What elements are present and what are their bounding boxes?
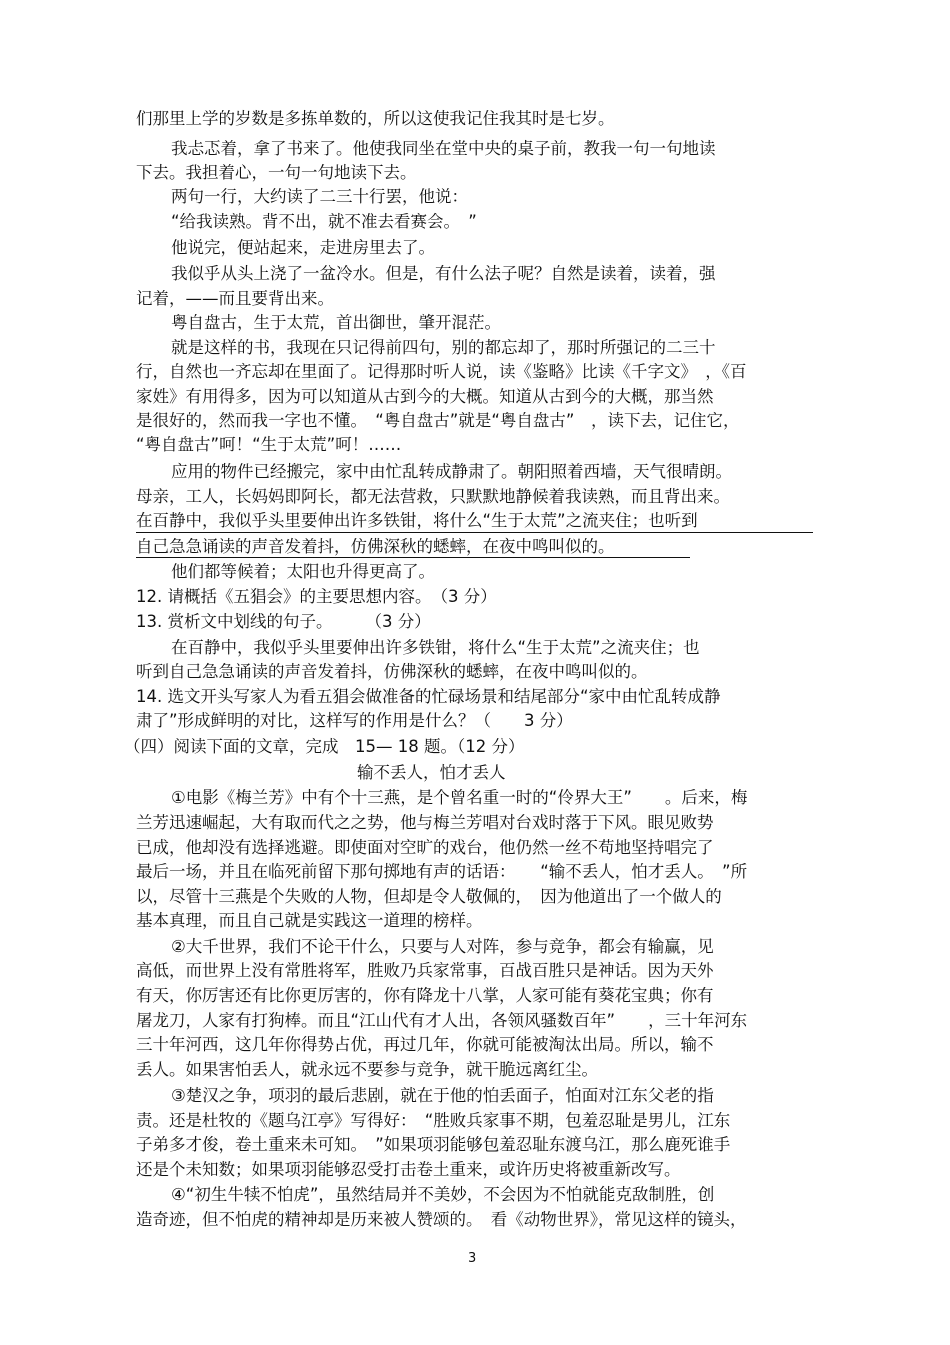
article-line: 屠龙刀，人家有打狗棒。而且“江山代有才人出，各领风骚数百年” ，三十年河东 — [136, 1011, 748, 1030]
article-line: 兰芳迅速崛起，大有取而代之之势，他与梅兰芳唱对台戏时落于下风。眼见败势 — [136, 813, 714, 832]
article-line: 最后一场，并且在临死前留下那句掷地有声的话语： “输不丢人，怕才丢人。 ”所 — [136, 862, 748, 881]
article-line: 丢人。如果害怕丢人，就永远不要参与竞争，就干脆远离红尘。 — [136, 1060, 598, 1079]
passage-line: 我忐忑着，拿了书来了。他使我同坐在堂中央的桌子前，教我一句一句地读 — [171, 139, 716, 158]
passage-line: 下去。我担着心，一句一句地读下去。 — [136, 163, 417, 182]
article-line: 高低，而世界上没有常胜将军，胜败乃兵家常事，百战百胜只是神话。因为天外 — [136, 961, 714, 980]
section-heading: （四）阅读下面的文章，完成 15— 18 题。（12 分） — [124, 737, 525, 756]
article-line: ①电影《梅兰芳》中有个十三燕，是个曾名重一时的“伶界大王” 。后来，梅 — [171, 788, 748, 807]
passage-line: 家姓》有用得多，因为可以知道从古到今的大概。知道从古到今的大概，那当然 — [136, 387, 714, 406]
passage-line: 他们都等候着；太阳也升得更高了。 — [171, 562, 435, 581]
passage-line: 他说完，便站起来，走进房里去了。 — [171, 238, 435, 257]
passage-line: 母亲，工人，长妈妈即阿长，都无法营救，只默默地静候着我读熟，而且背出来。 — [136, 487, 730, 506]
passage-line: “给我读熟。背不出，就不准去看赛会。 ” — [171, 212, 477, 231]
article-line: ③楚汉之争，项羽的最后悲剧，就在于他的怕丢面子，怕面对江东父老的指 — [171, 1086, 714, 1105]
underlined-sentence-line: 在百静中，我似乎头里要伸出许多铁钳，将什么“生于太荒”之流夹住；也听到 — [136, 511, 698, 530]
article-line: 基本真理，而且自己就是实践这一道理的榜样。 — [136, 911, 483, 930]
passage-line: 粤自盘古，生于太荒，首出御世，肇开混茫。 — [171, 313, 501, 332]
question-14: 肃了”形成鲜明的对比，这样写的作用是什么？（ 3 分） — [136, 711, 573, 730]
passage-line: “粤自盘古”呵！“生于太荒”呵！…… — [136, 435, 402, 454]
question-13-quote: 在百静中，我似乎头里要伸出许多铁钳，将什么“生于太荒”之流夹住；也 — [171, 638, 700, 657]
passage-line: 行，自然也一齐忘却在里面了。记得那时听人说，读《鉴略》比读《千字文》 ，《百 — [136, 362, 747, 381]
article-line: ②大千世界，我们不论干什么，只要与人对阵，参与竞争，都会有输赢，见 — [171, 937, 714, 956]
underline-rule — [136, 557, 690, 558]
passage-line: 应用的物件已经搬完，家中由忙乱转成静肃了。朝阳照着西墙，天气很晴朗。 — [171, 462, 732, 481]
passage-line: 我似乎从头上浇了一盆冷水。但是，有什么法子呢？自然是读着，读着，强 — [171, 264, 716, 283]
article-line: 已成，他却没有选择逃避。即使面对空旷的戏台，他仍然一丝不苟地坚持唱完了 — [136, 838, 714, 857]
passage-line: 就是这样的书，我现在只记得前四句，别的都忘却了，那时所强记的二三十 — [171, 338, 716, 357]
question-13: 13. 赏析文中划线的句子。 （3 分） — [136, 612, 431, 631]
article-line: 三十年河西，这几年你得势占优，再过几年，你就可能被淘汰出局。所以，输不 — [136, 1035, 714, 1054]
passage-line: 是很好的，然而我一字也不懂。 “粤自盘古”就是“粤自盘古” ，读下去，记住它， — [136, 411, 740, 430]
article-line: 责。还是杜牧的《题乌江亭》写得好： “胜败兵家事不期，包羞忍耻是男儿，江东 — [136, 1111, 731, 1130]
article-line: 以，尽管十三燕是个失败的人物，但却是令人敬佩的， 因为他道出了一个做人的 — [136, 887, 722, 906]
question-14: 14. 选文开头写家人为看五猖会做准备的忙碌场景和结尾部分“家中由忙乱转成静 — [136, 687, 721, 706]
page-number: 3 — [468, 1251, 477, 1266]
passage-line: 两句一行，大约读了二三十行罢，他说： — [171, 187, 468, 206]
article-line: ④“初生牛犊不怕虎”，虽然结局并不美妙，不会因为不怕就能克敌制胜，创 — [171, 1185, 715, 1204]
article-title: 输不丢人，怕才丢人 — [357, 763, 506, 782]
article-line: 子弟多才俊，卷土重来未可知。 ”如果项羽能够包羞忍耻东渡乌江，那么鹿死谁手 — [136, 1135, 731, 1154]
underline-rule — [136, 532, 813, 533]
passage-line: 们那里上学的岁数是多拣单数的，所以这使我记住我其时是七岁。 — [136, 109, 615, 128]
article-line: 造奇迹，但不怕虎的精神却是历来被人赞颂的。 看《动物世界》，常见这样的镜头， — [136, 1210, 747, 1229]
underlined-sentence-line: 自己急急诵读的声音发着抖，仿佛深秋的蟋蟀，在夜中鸣叫似的。 — [136, 537, 615, 556]
article-line: 有天，你厉害还有比你更厉害的，你有降龙十八掌，人家可能有葵花宝典；你有 — [136, 986, 714, 1005]
question-13-quote: 听到自己急急诵读的声音发着抖，仿佛深秋的蟋蟀，在夜中鸣叫似的。 — [136, 662, 648, 681]
passage-line: 记着，——而且要背出来。 — [136, 289, 334, 308]
question-12: 12. 请概括《五猖会》的主要思想内容。 （3 分） — [136, 587, 497, 606]
article-line: 还是个未知数；如果项羽能够忍受打击卷土重来，或许历史将被重新改写。 — [136, 1160, 681, 1179]
